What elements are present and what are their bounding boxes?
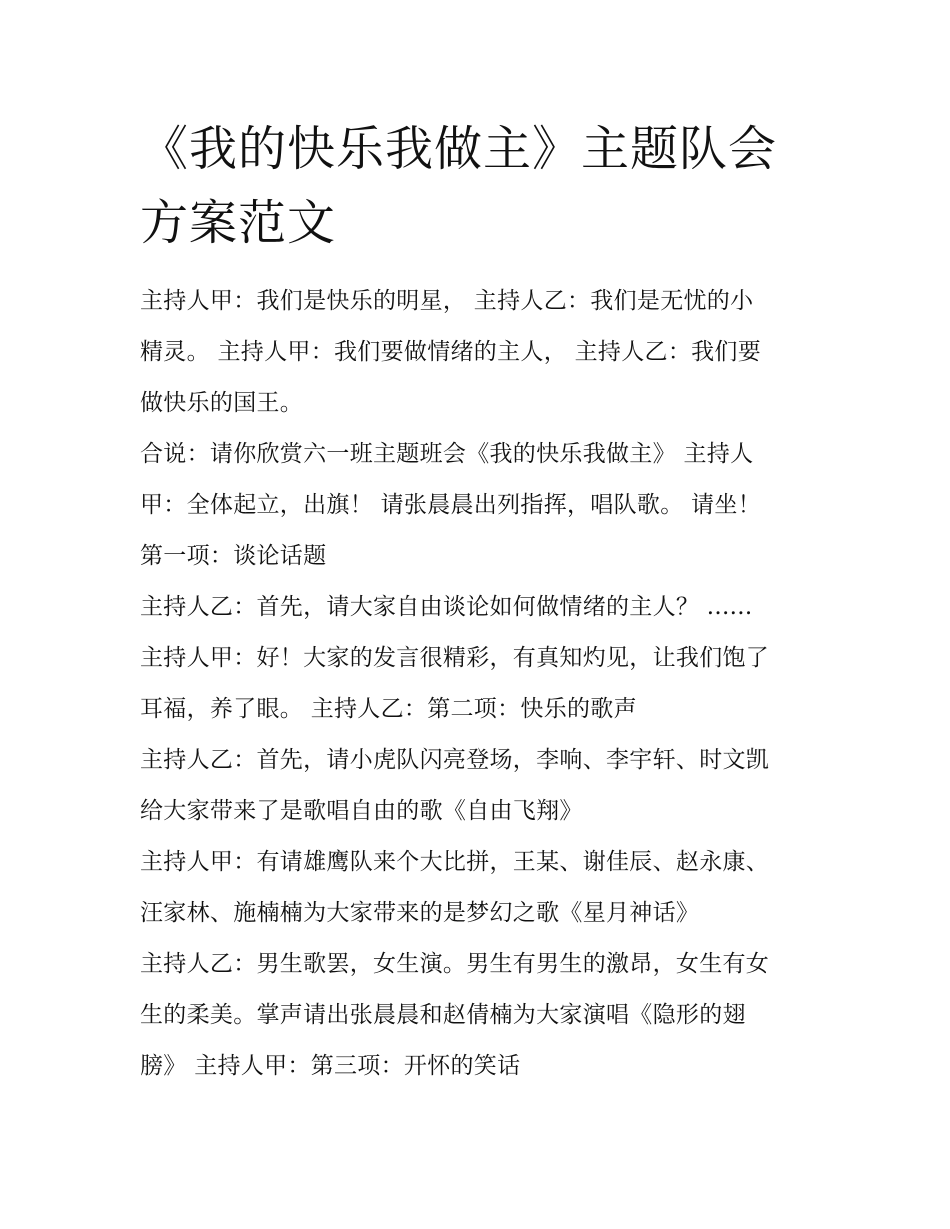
body-line: 主持人乙：首先，请小虎队闪亮登场，李响、李宇轩、时文凯 bbox=[140, 747, 770, 773]
body-line: 主持人甲：我们是快乐的明星， 主持人乙：我们是无忧的小 bbox=[140, 288, 754, 314]
body-line: 甲：全体起立，出旗！ 请张晨晨出列指挥，唱队歌。 请坐！ bbox=[140, 492, 762, 518]
body-line: 第一项：谈论话题 bbox=[140, 543, 327, 569]
body-line: 耳福，养了眼。 主持人乙：第二项：快乐的歌声 bbox=[140, 696, 637, 722]
body-line: 生的柔美。掌声请出张晨晨和赵倩楠为大家演唱《隐形的翅 bbox=[140, 1002, 746, 1028]
body-line: 膀》 主持人甲：第三项：开怀的笑话 bbox=[140, 1053, 521, 1079]
title-line: 《我的快乐我做主》主题队会 bbox=[140, 121, 778, 177]
body-line: 主持人甲：好！大家的发言很精彩，有真知灼见，让我们饱了 bbox=[140, 645, 770, 671]
body-line: 主持人乙：首先，请大家自由谈论如何做情绪的主人？ ...... bbox=[140, 594, 753, 620]
body-line: 给大家带来了是歌唱自由的歌《自由飞翔》 bbox=[140, 798, 583, 824]
title-line: 方案范文 bbox=[140, 195, 337, 251]
body-line: 合说：请你欣赏六一班主题班会《我的快乐我做主》 主持人 bbox=[140, 441, 754, 467]
body-line: 做快乐的国王。 bbox=[140, 390, 304, 416]
body-line: 汪家林、施楠楠为大家带来的是梦幻之歌《星月神话》 bbox=[140, 900, 700, 926]
document-body bbox=[140, 276, 820, 1092]
body-line: 主持人甲：有请雄鹰队来个大比拼，王某、谢佳辰、赵永康、 bbox=[140, 849, 770, 875]
body-line: 主持人乙：男生歌罢，女生演。男生有男生的激昂，女生有女 bbox=[140, 951, 770, 977]
document-title bbox=[140, 112, 820, 260]
body-line: 精灵。 主持人甲：我们要做情绪的主人， 主持人乙：我们要 bbox=[140, 339, 762, 365]
